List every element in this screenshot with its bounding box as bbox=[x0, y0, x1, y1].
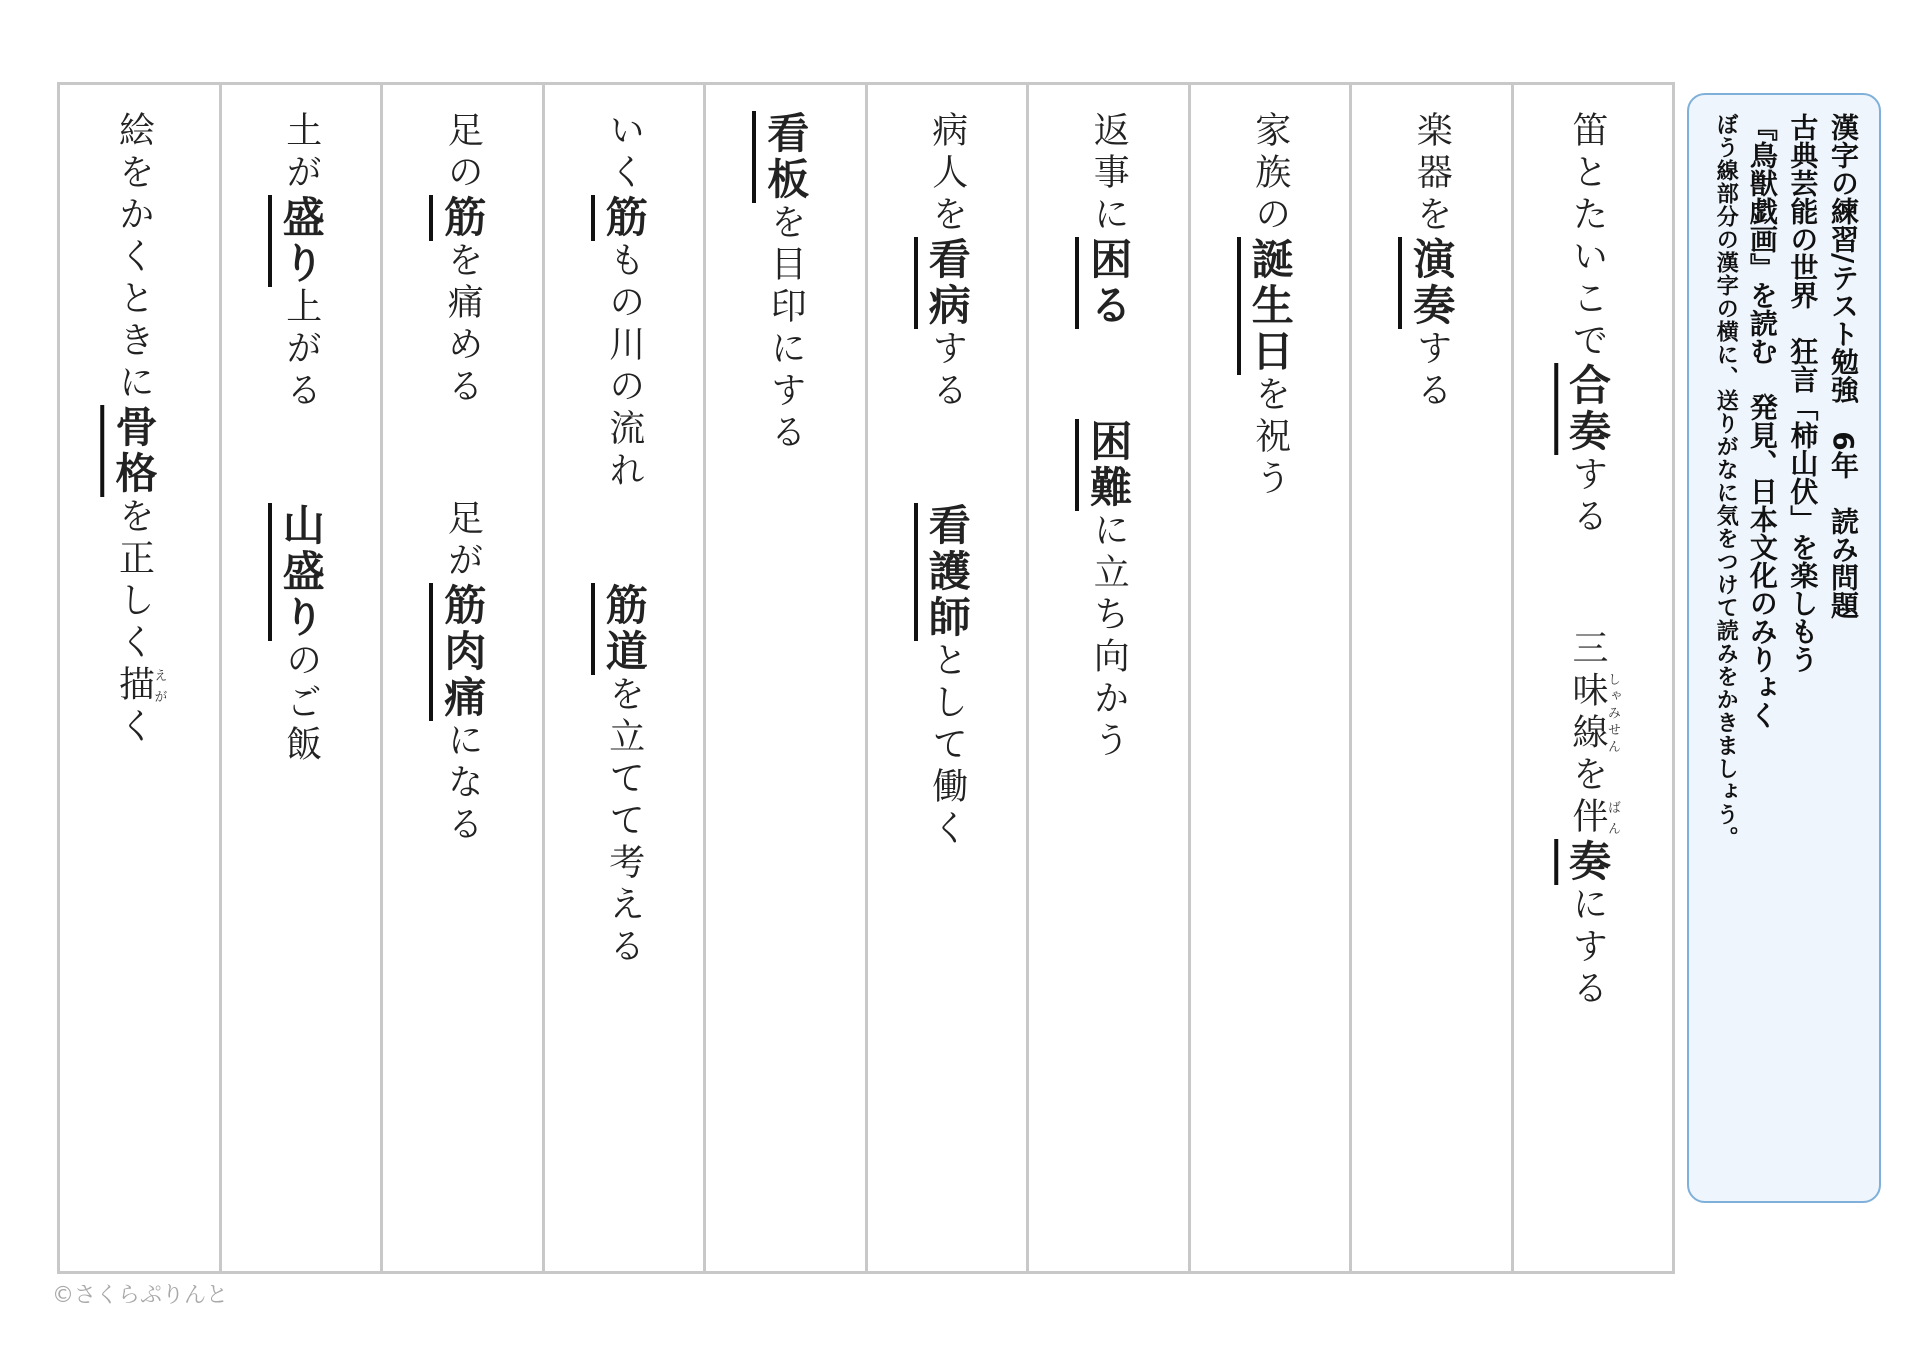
question-sentence bbox=[922, 111, 972, 851]
underlined-kanji-word: 困難 bbox=[1075, 419, 1133, 511]
sentence-text: を立てて考える bbox=[603, 675, 645, 969]
sentence-text: を正しく bbox=[113, 497, 155, 665]
underlined-kanji-word: 奏 bbox=[1554, 839, 1612, 885]
underlined-kanji-word: 筋肉痛 bbox=[429, 583, 487, 721]
underlined-kanji-word: 盛り bbox=[268, 195, 326, 287]
question-sentence bbox=[109, 111, 167, 749]
sentence-text: 病人を bbox=[926, 111, 968, 237]
worksheet-title: 漢字の練習/テスト勉強 6年 読み問題 bbox=[1827, 113, 1860, 619]
sentence-text: を bbox=[1567, 755, 1608, 797]
question-sentence bbox=[1563, 111, 1620, 1011]
ruby-base: 味線 bbox=[1567, 671, 1608, 755]
question-sentence bbox=[1245, 111, 1295, 501]
sentence-text: 返事に bbox=[1088, 111, 1130, 237]
sentence-text: もの川の流れ bbox=[603, 241, 645, 493]
header-panel bbox=[1687, 93, 1881, 1203]
unit-title-kyogen: 古典芸能の世界 狂言「柿山伏」を楽しもう bbox=[1786, 113, 1820, 673]
unit-title-chojugiga: 『鳥獣戯画』を読む 発見、日本文化のみりょく bbox=[1745, 113, 1779, 729]
underlined-kanji-word: 骨格 bbox=[101, 405, 159, 497]
question-column bbox=[219, 85, 381, 1271]
header-text bbox=[1709, 113, 1863, 849]
underlined-kanji-word: 筋 bbox=[429, 195, 487, 241]
sentence-text: を痛める bbox=[442, 241, 484, 409]
underlined-kanji-word: 看病 bbox=[914, 237, 972, 329]
sentence-text: いく bbox=[603, 111, 645, 195]
question-column bbox=[542, 85, 704, 1271]
ruby-base: 描 bbox=[113, 665, 155, 707]
question-column bbox=[380, 85, 542, 1271]
sentence-text: く bbox=[113, 707, 155, 749]
sentence-text: 三 bbox=[1567, 629, 1608, 671]
sentence-text: 上がる bbox=[280, 287, 322, 413]
underlined-kanji-word: 山盛り bbox=[268, 503, 326, 641]
sentence-text: として働く bbox=[926, 641, 968, 851]
underlined-kanji-word: 筋道 bbox=[591, 583, 649, 675]
question-column bbox=[865, 85, 1027, 1271]
sentence-text: になる bbox=[442, 721, 484, 847]
sentence-text: する bbox=[1411, 329, 1453, 413]
sentence-text: 家族の bbox=[1249, 111, 1291, 237]
furigana: しゃみせん bbox=[1605, 671, 1620, 755]
question-column bbox=[1349, 85, 1511, 1271]
sentence-text: にする bbox=[1567, 885, 1608, 1011]
furigana: ばん bbox=[1605, 797, 1620, 839]
sentence-text: に立ち向かう bbox=[1088, 511, 1130, 763]
sentence-text: 足の bbox=[442, 111, 484, 195]
question-sentence bbox=[761, 111, 811, 455]
furigana: えが bbox=[151, 665, 167, 707]
worksheet-grid bbox=[57, 82, 1675, 1274]
underlined-kanji-word: 誕生日 bbox=[1237, 237, 1295, 375]
sentence-text: する bbox=[926, 329, 968, 413]
sentence-text: 絵をかくときに bbox=[113, 111, 155, 405]
question-sentence bbox=[1084, 111, 1134, 763]
underlined-kanji-word: 看板 bbox=[752, 111, 810, 203]
underlined-kanji-word: 演奏 bbox=[1398, 237, 1456, 329]
question-column bbox=[703, 85, 865, 1271]
question-column bbox=[1188, 85, 1350, 1271]
copyright-text: ©さくらぷりんと bbox=[52, 1283, 229, 1308]
underlined-kanji-word: 看護師 bbox=[914, 503, 972, 641]
ruby-annotated-kanji bbox=[1567, 797, 1620, 839]
ruby-annotated-kanji bbox=[1567, 671, 1620, 755]
sentence-text: 楽器を bbox=[1411, 111, 1453, 237]
underlined-kanji-word: 合奏 bbox=[1554, 363, 1612, 455]
instruction-text: ぼう線部分の漢字の横に、送りがなに気をつけて読みをかきましょう。 bbox=[1713, 113, 1739, 849]
sentence-text: を目印にする bbox=[765, 203, 807, 455]
sentence-text: 足が bbox=[442, 499, 484, 583]
sentence-text: 笛とたいこで bbox=[1567, 111, 1608, 363]
sentence-text: する bbox=[1567, 455, 1608, 539]
question-sentence bbox=[599, 111, 649, 969]
sentence-text: 土が bbox=[280, 111, 322, 195]
question-sentence bbox=[276, 111, 326, 767]
sentence-text: のご飯 bbox=[280, 641, 322, 767]
question-sentence bbox=[1407, 111, 1457, 413]
ruby-base: 伴 bbox=[1567, 797, 1608, 839]
question-column bbox=[1026, 85, 1188, 1271]
question-column bbox=[60, 85, 219, 1271]
sentence-text: を祝う bbox=[1249, 375, 1291, 501]
question-column bbox=[1511, 85, 1673, 1271]
underlined-kanji-word: 困る bbox=[1075, 237, 1133, 329]
question-sentence bbox=[438, 111, 488, 847]
underlined-kanji-word: 筋 bbox=[591, 195, 649, 241]
ruby-annotated-kanji bbox=[113, 665, 167, 707]
